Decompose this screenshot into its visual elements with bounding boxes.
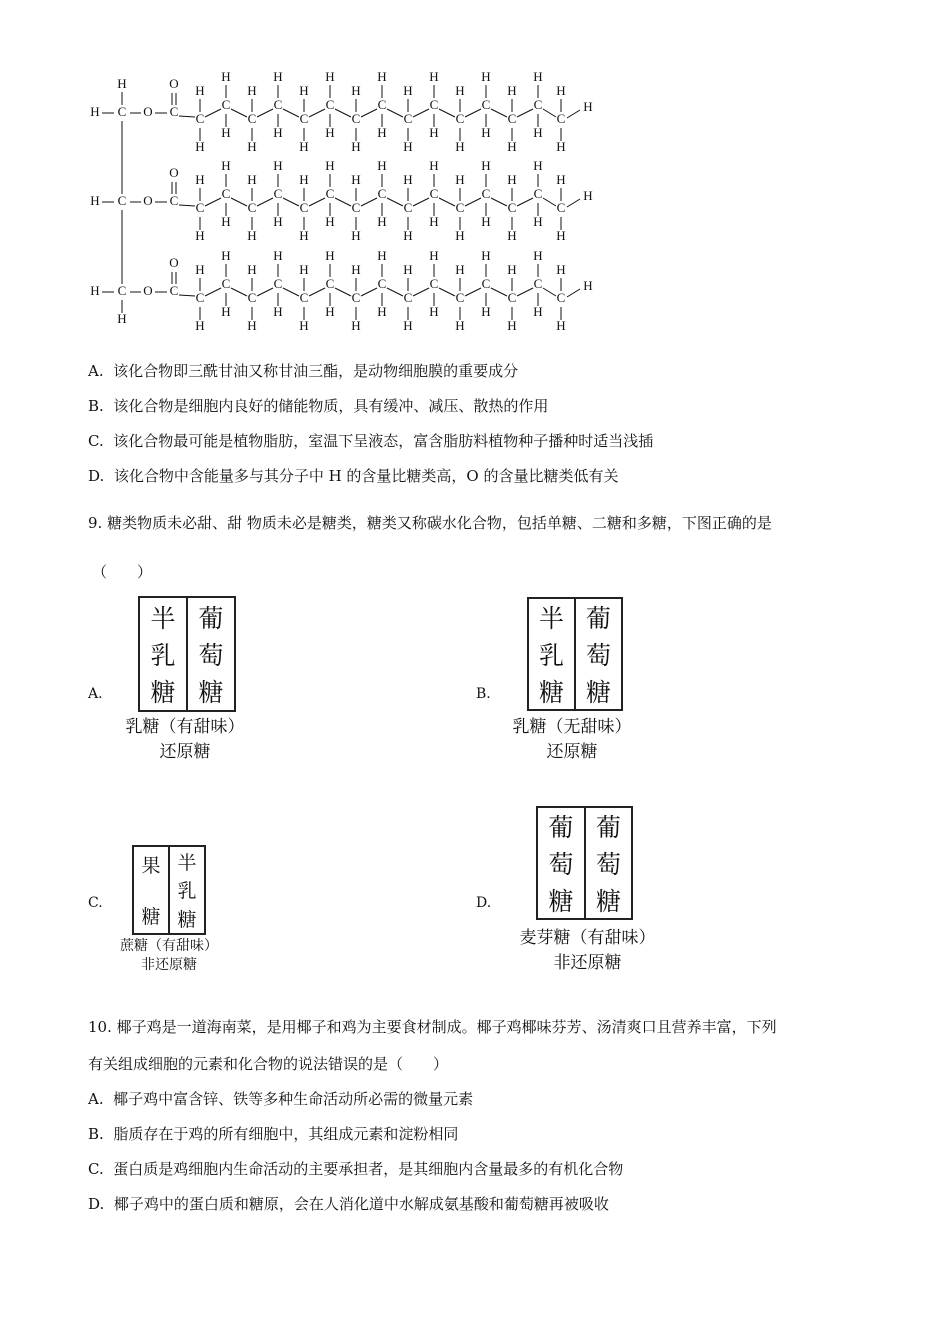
hydrogen-atom: H <box>455 227 465 243</box>
bond <box>335 288 351 296</box>
hydrogen-atom: H <box>221 157 231 173</box>
hydrogen-atom: H <box>533 303 543 319</box>
bond <box>309 288 325 296</box>
bond <box>517 288 533 296</box>
hydrogen-atom: H <box>299 227 309 243</box>
chain-carbon: C <box>273 275 283 291</box>
chain-carbon: C <box>247 199 257 215</box>
chain-carbon: C <box>351 199 361 215</box>
chain-carbon: C <box>377 96 387 112</box>
hydrogen-atom: H <box>90 282 100 298</box>
bond <box>491 288 507 296</box>
q9-option-a-letter: A. <box>88 686 103 702</box>
hydrogen-atom: H <box>377 303 387 319</box>
hydrogen-atom: H <box>377 124 387 140</box>
bond <box>567 199 580 207</box>
q9-option-b-caption: 乳糖（无甜味） 还原糖 <box>512 717 632 762</box>
hydrogen-atom: H <box>507 171 517 187</box>
q8-option-d: D. 该化合物中含能量多与其分子中 H 的含量比糖类高，O 的含量比糖类低有关 <box>88 467 619 485</box>
carbonyl-oxygen: O <box>169 254 179 270</box>
glucose-cell-right: 葡 萄 糖 <box>584 808 631 918</box>
hydrogen-atom: H <box>429 247 439 263</box>
hydrogen-atom: H <box>507 138 517 154</box>
chain-carbon: C <box>507 110 517 126</box>
bond <box>257 198 273 206</box>
hydrogen-atom: H <box>403 261 413 277</box>
hydrogen-atom: H <box>273 157 283 173</box>
hydrogen-atom: H <box>299 261 309 277</box>
hydrogen-atom: H <box>377 213 387 229</box>
carbonyl-oxygen: O <box>169 75 179 91</box>
hydrogen-atom: H <box>556 317 566 333</box>
hydrogen-atom: H <box>299 138 309 154</box>
chain-carbon: C <box>556 110 566 126</box>
bond <box>179 116 195 117</box>
hydrogen-atom: H <box>195 138 205 154</box>
q9-paren: （ ） <box>92 563 153 581</box>
q8-option-b: B. 该化合物是细胞内良好的储能物质，具有缓冲、减压、散热的作用 <box>88 397 549 415</box>
hydrogen-atom: H <box>351 171 361 187</box>
bond <box>205 288 221 296</box>
bond <box>567 110 580 118</box>
hydrogen-atom: H <box>481 157 491 173</box>
galactose-cell: 半 乳 糖 <box>538 604 564 707</box>
hydrogen-atom: H <box>455 261 465 277</box>
chain-carbon: C <box>325 185 335 201</box>
hydrogen-atom: H <box>221 213 231 229</box>
chain-carbon: C <box>351 110 361 126</box>
q9-option-c-diagram <box>132 845 206 935</box>
triglyceride-structure <box>0 0 950 345</box>
chain-carbon: C <box>403 110 413 126</box>
hydrogen-atom: H <box>195 261 205 277</box>
hydrogen-atom: H <box>351 227 361 243</box>
hydrogen-atom: H <box>273 213 283 229</box>
hydrogen-atom: H <box>556 261 566 277</box>
bond <box>257 288 273 296</box>
hydrogen-atom: H <box>377 157 387 173</box>
hydrogen-atom: H <box>247 227 257 243</box>
chain-carbon: C <box>429 96 439 112</box>
hydrogen-atom: H <box>403 171 413 187</box>
hydrogen-atom: H <box>583 98 593 114</box>
ester-oxygen: O <box>143 192 153 208</box>
galactose-cell: 半 乳 糖 <box>168 847 204 933</box>
bond <box>439 288 455 296</box>
bond <box>361 109 377 117</box>
hydrogen-atom: H <box>481 213 491 229</box>
chain-carbon: C <box>299 199 309 215</box>
chain-carbon: C <box>429 275 439 291</box>
hydrogen-atom: H <box>403 138 413 154</box>
glucose-cell: 葡 萄 糖 <box>186 598 234 710</box>
hydrogen-atom: H <box>429 213 439 229</box>
hydrogen-atom: H <box>247 261 257 277</box>
hydrogen-atom: H <box>247 82 257 98</box>
hydrogen-atom: H <box>221 247 231 263</box>
glycerol-carbon: C <box>117 192 127 208</box>
bond <box>491 109 507 117</box>
q9-stem: 9. 糖类物质未必甜、甜 物质未必是糖类，糖类又称碳水化合物，包括单糖、二糖和多糖，下图正确的是 <box>88 514 772 532</box>
hydrogen-atom: H <box>325 247 335 263</box>
bond <box>179 295 195 296</box>
hydrogen-atom: H <box>455 317 465 333</box>
hydrogen-atom: H <box>403 227 413 243</box>
q9-option-b-diagram <box>527 597 623 711</box>
hydrogen-atom: H <box>299 82 309 98</box>
q10-option-b: B. 脂质存在于鸡的所有细胞中，其组成元素和淀粉相同 <box>88 1125 459 1143</box>
hydrogen-atom: H <box>273 124 283 140</box>
hydrogen-atom: H <box>429 68 439 84</box>
bond <box>465 288 481 296</box>
hydrogen-atom: H <box>583 187 593 203</box>
hydrogen-atom: H <box>533 247 543 263</box>
chain-carbon: C <box>455 110 465 126</box>
bond <box>231 198 247 206</box>
bond <box>439 198 455 206</box>
q10-option-c: C. 蛋白质是鸡细胞内生命活动的主要承担者，是其细胞内含量最多的有机化合物 <box>88 1160 624 1178</box>
bond <box>543 109 556 117</box>
bond <box>517 109 533 117</box>
hydrogen-atom: H <box>299 171 309 187</box>
hydrogen-atom: H <box>351 261 361 277</box>
hydrogen-atom: H <box>455 171 465 187</box>
glucose-cell: 葡 萄 糖 <box>574 599 621 709</box>
hydrogen-atom: H <box>533 124 543 140</box>
hydrogen-atom: H <box>556 82 566 98</box>
hydrogen-atom: H <box>325 157 335 173</box>
hydrogen-atom: H <box>455 138 465 154</box>
hydrogen-atom: H <box>556 138 566 154</box>
chain-carbon: C <box>221 96 231 112</box>
hydrogen-atom: H <box>195 171 205 187</box>
bond <box>413 109 429 117</box>
bond <box>517 198 533 206</box>
q9-option-d-caption: 麦芽糖（有甜味） 非还原糖 <box>519 928 656 973</box>
hydrogen-atom: H <box>299 317 309 333</box>
chain-carbon: C <box>533 185 543 201</box>
carbonyl-carbon: C <box>169 103 179 119</box>
hydrogen-atom: H <box>221 124 231 140</box>
hydrogen-atom: H <box>455 82 465 98</box>
chain-carbon: C <box>247 289 257 305</box>
bond <box>413 288 429 296</box>
hydrogen-atom: H <box>273 247 283 263</box>
hydrogen-atom: H <box>117 75 127 91</box>
chain-carbon: C <box>455 199 465 215</box>
chain-carbon: C <box>195 199 205 215</box>
hydrogen-atom: H <box>325 213 335 229</box>
bond <box>465 109 481 117</box>
chain-carbon: C <box>195 289 205 305</box>
chain-carbon: C <box>455 289 465 305</box>
chain-carbon: C <box>325 275 335 291</box>
hydrogen-atom: H <box>90 103 100 119</box>
hydrogen-atom: H <box>325 68 335 84</box>
hydrogen-atom: H <box>221 68 231 84</box>
hydrogen-atom: H <box>325 303 335 319</box>
bond <box>567 289 580 297</box>
chain-carbon: C <box>325 96 335 112</box>
q9-option-b-letter: B. <box>476 686 491 702</box>
q9-option-a-diagram <box>138 596 236 712</box>
hydrogen-atom: H <box>377 68 387 84</box>
bond <box>387 109 403 117</box>
bond <box>231 109 247 117</box>
chain-carbon: C <box>403 289 413 305</box>
hydrogen-atom: H <box>507 82 517 98</box>
ester-oxygen: O <box>143 282 153 298</box>
chain-carbon: C <box>221 185 231 201</box>
hydrogen-atom: H <box>273 68 283 84</box>
bond <box>387 288 403 296</box>
hydrogen-atom: H <box>481 124 491 140</box>
chain-carbon: C <box>556 289 566 305</box>
hydrogen-atom: H <box>377 247 387 263</box>
q9-option-d-diagram <box>536 806 633 920</box>
fructose-cell: 果 糖 <box>141 855 161 928</box>
bond <box>179 205 195 206</box>
hydrogen-atom: H <box>481 247 491 263</box>
hydrogen-atom: H <box>403 317 413 333</box>
hydrogen-atom: H <box>195 227 205 243</box>
galactose-cell: 半 乳 糖 <box>150 603 176 708</box>
bond <box>491 198 507 206</box>
hydrogen-atom: H <box>533 213 543 229</box>
q9-option-d-letter: D. <box>476 895 492 911</box>
glycerol-carbon: C <box>117 103 127 119</box>
q9-option-c-caption: 蔗糖（有甜味） 非还原糖 <box>120 938 218 973</box>
hydrogen-atom: H <box>403 82 413 98</box>
chain-carbon: C <box>481 185 491 201</box>
q10-option-a: A. 椰子鸡中富含锌、铁等多种生命活动所必需的微量元素 <box>88 1090 474 1108</box>
hydrogen-atom: H <box>351 82 361 98</box>
chain-carbon: C <box>507 199 517 215</box>
chain-carbon: C <box>273 185 283 201</box>
bond <box>205 109 221 117</box>
bond <box>283 109 299 117</box>
chain-carbon: C <box>429 185 439 201</box>
hydrogen-atom: H <box>351 138 361 154</box>
chain-carbon: C <box>403 199 413 215</box>
chain-carbon: C <box>533 96 543 112</box>
chain-carbon: C <box>481 275 491 291</box>
hydrogen-atom: H <box>117 310 127 326</box>
chain-carbon: C <box>221 275 231 291</box>
hydrogen-atom: H <box>195 82 205 98</box>
hydrogen-atom: H <box>351 317 361 333</box>
chain-carbon: C <box>351 289 361 305</box>
chain-carbon: C <box>556 199 566 215</box>
chain-carbon: C <box>273 96 283 112</box>
hydrogen-atom: H <box>481 68 491 84</box>
q9-option-a-caption: 乳糖（有甜味） 还原糖 <box>125 717 245 762</box>
bond <box>361 198 377 206</box>
bond <box>283 288 299 296</box>
bond <box>335 198 351 206</box>
bond <box>309 109 325 117</box>
q10-stem-line2: 有关组成细胞的元素和化合物的说法错误的是（ ） <box>88 1055 449 1073</box>
carbonyl-carbon: C <box>169 282 179 298</box>
chain-carbon: C <box>247 110 257 126</box>
chain-carbon: C <box>299 289 309 305</box>
hydrogen-atom: H <box>556 171 566 187</box>
hydrogen-atom: H <box>90 192 100 208</box>
q9-option-c-letter: C. <box>88 895 103 911</box>
hydrogen-atom: H <box>247 138 257 154</box>
hydrogen-atom: H <box>533 68 543 84</box>
hydrogen-atom: H <box>481 303 491 319</box>
q8-option-a: A. 该化合物即三酰甘油又称甘油三酯，是动物细胞膜的重要成分 <box>88 362 519 380</box>
bond <box>309 198 325 206</box>
bond <box>543 198 556 206</box>
bond <box>205 198 221 206</box>
glycerol-carbon: C <box>117 282 127 298</box>
q10-stem-line1: 10. 椰子鸡是一道海南菜，是用椰子和鸡为主要食材制成。椰子鸡椰味芬芳、汤清爽口且营养丰富，下列 <box>88 1018 777 1036</box>
hydrogen-atom: H <box>507 317 517 333</box>
bond <box>257 109 273 117</box>
hydrogen-atom: H <box>221 303 231 319</box>
bond <box>283 198 299 206</box>
hydrogen-atom: H <box>507 261 517 277</box>
bond <box>543 288 556 296</box>
bond <box>413 198 429 206</box>
hydrogen-atom: H <box>507 227 517 243</box>
hydrogen-atom: H <box>533 157 543 173</box>
chain-carbon: C <box>195 110 205 126</box>
chain-carbon: C <box>377 185 387 201</box>
bond <box>439 109 455 117</box>
carbonyl-carbon: C <box>169 192 179 208</box>
hydrogen-atom: H <box>556 227 566 243</box>
bond <box>387 198 403 206</box>
carbonyl-oxygen: O <box>169 164 179 180</box>
hydrogen-atom: H <box>325 124 335 140</box>
bond <box>465 198 481 206</box>
hydrogen-atom: H <box>195 317 205 333</box>
chain-carbon: C <box>533 275 543 291</box>
hydrogen-atom: H <box>583 277 593 293</box>
hydrogen-atom: H <box>273 303 283 319</box>
glucose-cell-left: 葡 萄 糖 <box>548 813 574 916</box>
hydrogen-atom: H <box>247 317 257 333</box>
hydrogen-atom: H <box>429 303 439 319</box>
bond <box>361 288 377 296</box>
hydrogen-atom: H <box>429 157 439 173</box>
chain-carbon: C <box>377 275 387 291</box>
chain-carbon: C <box>481 96 491 112</box>
ester-oxygen: O <box>143 103 153 119</box>
q10-option-d: D. 椰子鸡中的蛋白质和糖原，会在人消化道中水解成氨基酸和葡萄糖再被吸收 <box>88 1195 609 1213</box>
chain-carbon: C <box>507 289 517 305</box>
hydrogen-atom: H <box>247 171 257 187</box>
hydrogen-atom: H <box>429 124 439 140</box>
q8-option-c: C. 该化合物最可能是植物脂肪，室温下呈液态，富含脂肪料植物种子播种时适当浅插 <box>88 432 654 450</box>
bond <box>231 288 247 296</box>
bond <box>335 109 351 117</box>
chain-carbon: C <box>299 110 309 126</box>
